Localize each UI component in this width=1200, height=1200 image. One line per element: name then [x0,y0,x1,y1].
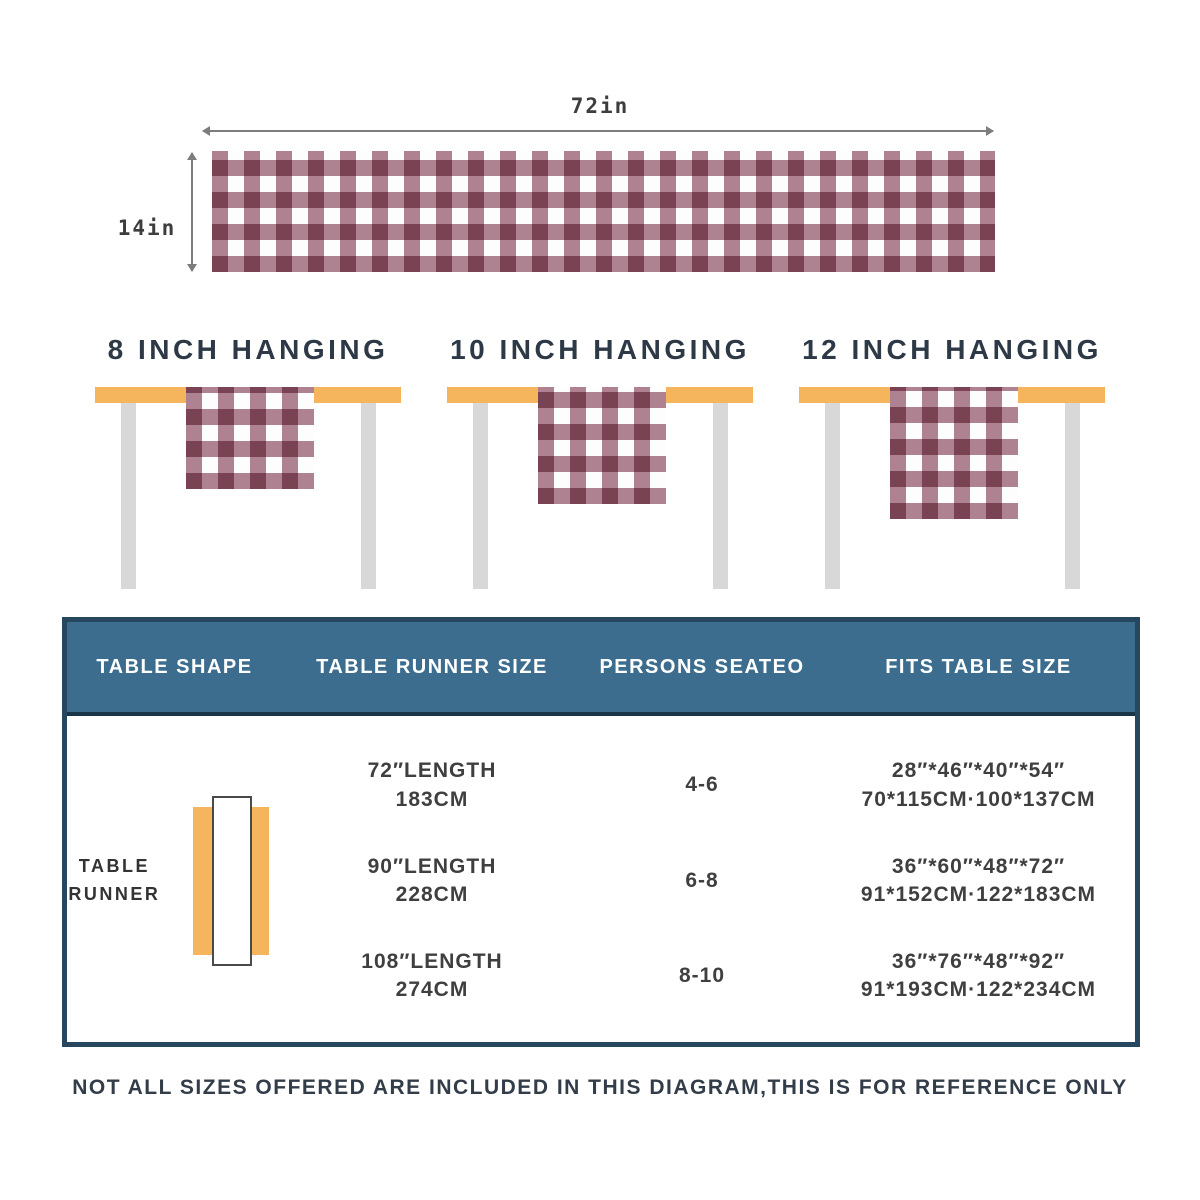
hanging-cloth-8in [186,387,314,489]
table-runner-swatch [212,151,995,272]
header-fits-table-size: FITS TABLE SIZE [885,655,1072,678]
runner-size-cm: 274CM [395,978,469,1002]
runner-size-cell [282,929,582,1024]
size-table-header [67,622,1135,716]
table-leg-right [713,403,728,589]
footer-note: NOT ALL SIZES OFFERED ARE INCLUDED IN THIS DIAGRAM,THIS IS FOR REFERENCE ONLY [72,1076,1128,1099]
hanging-cloth-12in [890,387,1018,519]
header-table-shape: TABLE SHAPE [96,655,253,678]
hanging-cloth-10in [538,387,666,504]
table-leg-left [825,403,840,589]
runner-size-inches: 90″LENGTH [367,854,497,878]
header-runner-size: TABLE RUNNER SIZE [316,655,548,678]
runner-size-cm: 183CM [395,787,469,811]
runner-size-inches: 72″LENGTH [367,759,497,783]
table-leg-left [473,403,488,589]
persons-cell [582,929,822,1024]
header-persons-seated: PERSONS SEATEO [599,655,805,678]
hanging-label-8in: 8 INCH HANGING [107,334,389,365]
shape-cell [67,738,282,1024]
fits-cell [822,738,1135,833]
fits-inches: 36″*60″*48″*72″ [891,854,1066,878]
fits-cell [822,833,1135,928]
table-leg-right [1065,403,1080,589]
runner-height-label: 14in [117,216,177,240]
shape-runner-rect [212,796,252,966]
width-dimension-line [203,130,993,132]
table-runner-figure [178,796,282,966]
runner-size-cell [282,738,582,833]
persons-value: 8-10 [678,964,726,988]
hanging-label-12in: 12 INCH HANGING [802,334,1102,365]
fits-inches: 28″*46″*40″*54″ [891,759,1066,783]
fits-cell [822,929,1135,1024]
height-dimension-line [191,153,193,271]
runner-size-cm: 228CM [395,882,469,906]
persons-value: 4-6 [685,773,719,797]
runner-size-inches: 108″LENGTH [361,949,503,973]
fits-cm: 91*193CM·122*234CM [860,978,1097,1002]
hanging-label-10in: 10 INCH HANGING [450,334,750,365]
table-leg-left [121,403,136,589]
runner-size-cell [282,833,582,928]
table-runner-label: TABLE RUNNER [68,856,161,904]
runner-width-label: 72in [570,94,630,118]
table-leg-right [361,403,376,589]
fits-cm: 70*115CM·100*137CM [861,787,1096,811]
size-table [62,617,1140,1047]
persons-cell [582,833,822,928]
fits-inches: 36″*76″*48″*92″ [891,949,1066,973]
persons-value: 6-8 [685,868,719,892]
fits-cm: 91*152CM·122*183CM [860,882,1097,906]
persons-cell [582,738,822,833]
size-table-body [67,716,1135,1042]
